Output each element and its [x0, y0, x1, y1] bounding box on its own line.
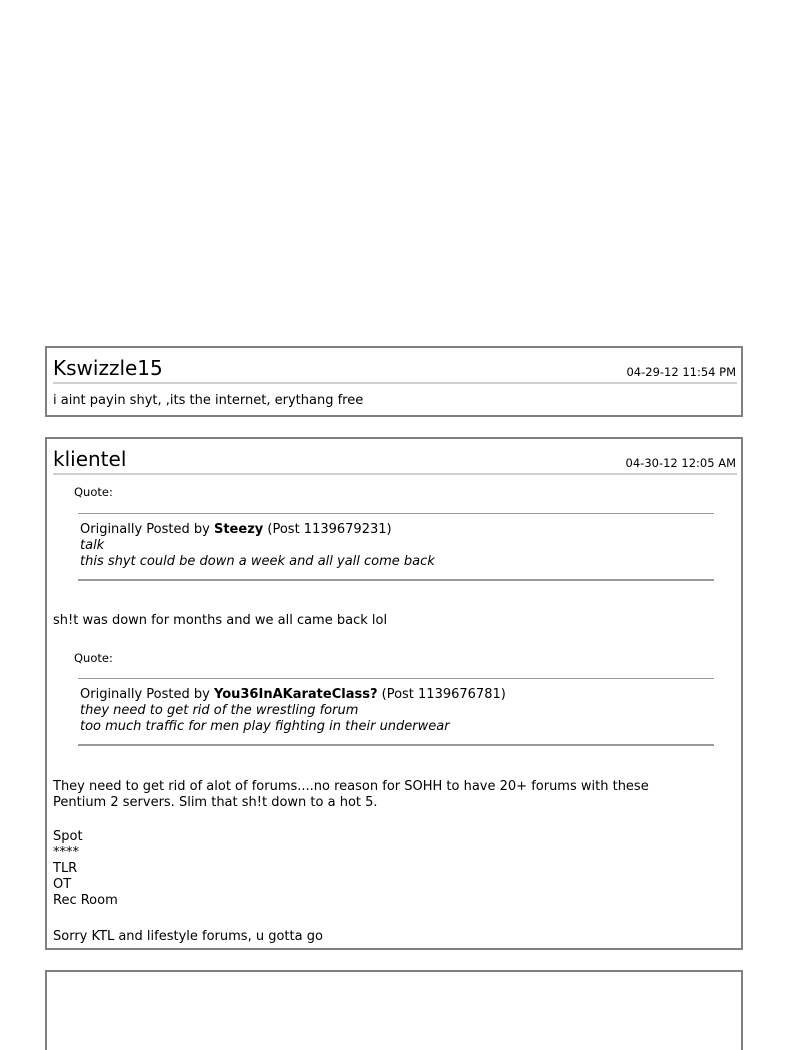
quote-prefix: Originally Posted by: [80, 687, 210, 702]
quote-line: too much traffic for men play fighting in their underwear: [80, 719, 450, 734]
post-text: Sorry KTL and lifestyle forums, u gotta go: [53, 929, 323, 944]
post-date: 04-29-12 11:54 PM: [626, 365, 736, 379]
list-item: Spot: [53, 829, 83, 844]
post-author[interactable]: Kswizzle15: [53, 356, 163, 380]
quoted-post-ref[interactable]: (Post 1139676781): [381, 687, 506, 702]
quoted-user[interactable]: Steezy: [213, 522, 264, 537]
post-text: sh!t was down for months and we all came back lol: [53, 613, 388, 628]
post-author[interactable]: klientel: [53, 447, 127, 471]
quote-label: Quote:: [74, 485, 113, 499]
quote-line: this shyt could be down a week and all yall come back: [80, 554, 435, 569]
text-line: Pentium 2 servers. Slim that sh!t down to a hot 5.: [53, 795, 378, 810]
post-date: 04-30-12 12:05 AM: [625, 456, 736, 470]
forum-post: [45, 437, 743, 950]
header-divider: [53, 473, 737, 475]
post-body: i aint payin shyt, ,its the internet, erythang free: [53, 393, 364, 408]
post-text: [53, 779, 649, 811]
quoted-post-ref[interactable]: (Post 1139679231): [267, 522, 392, 537]
quoted-user[interactable]: You36InAKarateClass?: [213, 687, 378, 702]
header-divider: [53, 382, 737, 384]
post-header: [47, 348, 741, 382]
quote-block: [78, 678, 714, 746]
quote-block: [78, 513, 714, 581]
forum-post: [45, 346, 743, 417]
forum-list: [53, 829, 118, 909]
quote-line: they need to get rid of the wrestling forum: [80, 703, 359, 718]
quote-line: talk: [80, 538, 105, 553]
list-item: OT: [53, 877, 72, 892]
text-line: They need to get rid of alot of forums....no reason for SOHH to have 20+ forums with these: [53, 779, 649, 794]
quote-prefix: Originally Posted by: [80, 522, 210, 537]
quote-label: Quote:: [74, 651, 113, 665]
list-item: Rec Room: [53, 893, 118, 908]
forum-post-partial: [45, 970, 743, 1050]
list-item: TLR: [53, 861, 78, 876]
list-item: ****: [53, 845, 79, 860]
post-header: [47, 439, 741, 473]
